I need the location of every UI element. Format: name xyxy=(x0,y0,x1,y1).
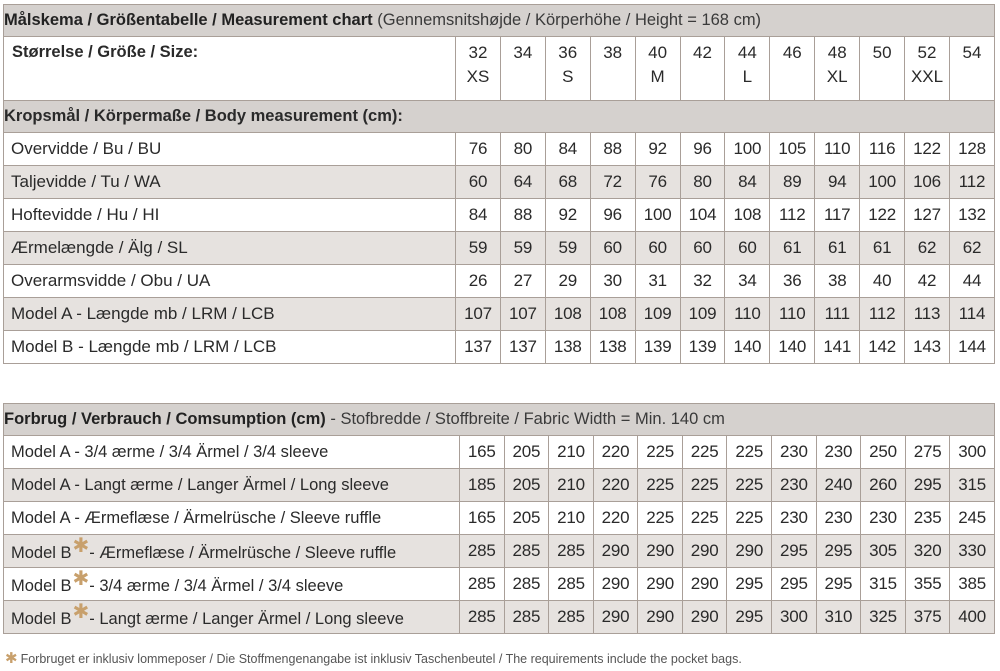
value-cell: 26 xyxy=(456,265,501,298)
value-cell: 165 xyxy=(460,436,505,469)
value-cell: 144 xyxy=(949,331,994,364)
asterisk-star-icon: ✱ xyxy=(72,600,90,623)
value-cell: 34 xyxy=(725,265,770,298)
value-cell: 122 xyxy=(905,133,950,166)
value-cell: 106 xyxy=(905,166,950,199)
asterisk-star-icon: ✱ xyxy=(72,567,90,590)
value-cell: 42 xyxy=(905,265,950,298)
consumption-title-bold: Forbrug / Verbrauch / Comsumption (cm) xyxy=(4,410,326,428)
row-label xyxy=(4,469,460,502)
value-cell: 122 xyxy=(860,199,905,232)
value-cell: 230 xyxy=(816,436,861,469)
row-label-text: - Ærmeflæse / Ärmelrüsche / Sleeve ruffle xyxy=(89,543,397,562)
value-cell: 40 xyxy=(860,265,905,298)
value-cell: 128 xyxy=(949,133,994,166)
value-cell: 117 xyxy=(815,199,860,232)
table-row xyxy=(4,232,995,265)
value-cell: 290 xyxy=(682,535,727,568)
value-cell: 295 xyxy=(772,568,817,601)
row-label: Model A - Længde mb / LRM / LCB xyxy=(4,298,456,331)
value-cell: 185 xyxy=(460,469,505,502)
value-cell: 290 xyxy=(727,535,772,568)
size-header-cell xyxy=(590,37,635,101)
value-cell: 165 xyxy=(460,502,505,535)
value-cell: 285 xyxy=(504,535,549,568)
row-label-text: - Langt ærme / Langer Ärmel / Long sleeve xyxy=(74,475,389,494)
value-cell: 139 xyxy=(635,331,680,364)
value-cell: 290 xyxy=(593,601,638,634)
value-cell: 285 xyxy=(549,535,594,568)
value-cell: 310 xyxy=(816,601,861,634)
value-cell: 44 xyxy=(949,265,994,298)
size-number: 44 xyxy=(737,43,757,62)
value-cell: 315 xyxy=(950,469,995,502)
value-cell: 225 xyxy=(638,502,683,535)
table-row xyxy=(4,568,995,601)
value-cell: 111 xyxy=(815,298,860,331)
value-cell: 285 xyxy=(460,568,505,601)
model-prefix: Model B xyxy=(11,576,72,595)
value-cell: 141 xyxy=(815,331,860,364)
value-cell: 92 xyxy=(635,133,680,166)
model-prefix: Model A xyxy=(11,508,70,527)
value-cell: 225 xyxy=(727,436,772,469)
value-cell: 385 xyxy=(950,568,995,601)
value-cell: 225 xyxy=(638,469,683,502)
table-row xyxy=(4,298,995,331)
value-cell: 275 xyxy=(905,436,950,469)
value-cell: 89 xyxy=(770,166,815,199)
size-number: 54 xyxy=(962,43,982,62)
size-number: 42 xyxy=(693,43,712,62)
size-number: 48 xyxy=(827,43,847,62)
value-cell: 290 xyxy=(638,568,683,601)
table-row xyxy=(4,133,995,166)
value-cell: 107 xyxy=(456,298,501,331)
size-header-cell xyxy=(545,37,590,101)
value-cell: 285 xyxy=(460,535,505,568)
value-cell: 36 xyxy=(770,265,815,298)
value-cell: 61 xyxy=(860,232,905,265)
size-number: 38 xyxy=(603,43,623,62)
value-cell: 210 xyxy=(549,502,594,535)
value-cell: 31 xyxy=(635,265,680,298)
size-number: 46 xyxy=(782,43,802,62)
value-cell: 240 xyxy=(816,469,861,502)
value-cell: 61 xyxy=(770,232,815,265)
model-prefix: Model A xyxy=(11,442,70,461)
value-cell: 305 xyxy=(861,535,906,568)
value-cell: 400 xyxy=(950,601,995,634)
value-cell: 138 xyxy=(590,331,635,364)
value-cell: 290 xyxy=(638,535,683,568)
value-cell: 142 xyxy=(860,331,905,364)
size-header-cell xyxy=(815,37,860,101)
size-header-cell xyxy=(680,37,725,101)
value-cell: 105 xyxy=(770,133,815,166)
value-cell: 290 xyxy=(682,601,727,634)
body-measurement-heading: Kropsmål / Körpermaße / Body measurement (cm): xyxy=(4,101,995,133)
value-cell: 225 xyxy=(682,469,727,502)
size-code: XXL xyxy=(910,67,944,86)
value-cell: 96 xyxy=(680,133,725,166)
value-cell: 94 xyxy=(815,166,860,199)
value-cell: 230 xyxy=(816,502,861,535)
size-number: 36 xyxy=(558,43,578,62)
value-cell: 108 xyxy=(725,199,770,232)
size-row-label: Størrelse / Größe / Size: xyxy=(4,37,456,101)
value-cell: 230 xyxy=(772,502,817,535)
table-row xyxy=(4,469,995,502)
value-cell: 72 xyxy=(590,166,635,199)
value-cell: 96 xyxy=(590,199,635,232)
value-cell: 300 xyxy=(950,436,995,469)
value-cell: 295 xyxy=(816,535,861,568)
value-cell: 225 xyxy=(682,502,727,535)
row-label-text: - 3/4 ærme / 3/4 Ärmel / 3/4 sleeve xyxy=(89,576,344,595)
row-label xyxy=(4,568,460,601)
value-cell: 210 xyxy=(549,436,594,469)
value-cell: 60 xyxy=(680,232,725,265)
value-cell: 62 xyxy=(905,232,950,265)
value-cell: 137 xyxy=(456,331,501,364)
value-cell: 285 xyxy=(460,601,505,634)
value-cell: 290 xyxy=(593,535,638,568)
value-cell: 92 xyxy=(545,199,590,232)
row-label: Overvidde / Bu / BU xyxy=(4,133,456,166)
size-header-cell xyxy=(725,37,770,101)
value-cell: 76 xyxy=(456,133,501,166)
measurement-title-height: (Gennemsnitshøjde / Körperhöhe / Height = 168 cm) xyxy=(377,11,762,29)
value-cell: 205 xyxy=(504,502,549,535)
value-cell: 59 xyxy=(545,232,590,265)
value-cell: 110 xyxy=(725,298,770,331)
size-number: 32 xyxy=(468,43,488,62)
value-cell: 355 xyxy=(905,568,950,601)
size-header-cell xyxy=(500,37,545,101)
value-cell: 140 xyxy=(725,331,770,364)
value-cell: 225 xyxy=(727,469,772,502)
value-cell: 112 xyxy=(860,298,905,331)
measurement-title-bold: Målskema / Größentabelle / Measurement chart xyxy=(4,11,373,29)
value-cell: 84 xyxy=(456,199,501,232)
size-number: 50 xyxy=(872,43,892,62)
value-cell: 230 xyxy=(772,469,817,502)
value-cell: 225 xyxy=(727,502,772,535)
value-cell: 330 xyxy=(950,535,995,568)
value-cell: 290 xyxy=(682,568,727,601)
value-cell: 220 xyxy=(593,436,638,469)
value-cell: 295 xyxy=(772,535,817,568)
value-cell: 205 xyxy=(504,469,549,502)
size-code: M xyxy=(650,67,665,86)
value-cell: 61 xyxy=(815,232,860,265)
value-cell: 300 xyxy=(772,601,817,634)
value-cell: 127 xyxy=(905,199,950,232)
footnote-text: Forbruget er inklusiv lommeposer / Die Stoffmengenangabe ist inklusiv Taschenbeutel / The requirements include the pocket bags. xyxy=(20,652,742,666)
row-label-text: - Langt ærme / Langer Ärmel / Long sleeve xyxy=(89,609,404,628)
value-cell: 235 xyxy=(905,502,950,535)
value-cell: 139 xyxy=(680,331,725,364)
value-cell: 29 xyxy=(545,265,590,298)
value-cell: 210 xyxy=(549,469,594,502)
size-number: 52 xyxy=(917,43,937,62)
value-cell: 60 xyxy=(635,232,680,265)
value-cell: 295 xyxy=(816,568,861,601)
size-header-cell xyxy=(635,37,680,101)
value-cell: 110 xyxy=(815,133,860,166)
table-row xyxy=(4,502,995,535)
value-cell: 225 xyxy=(638,436,683,469)
table-row xyxy=(4,601,995,634)
table-row xyxy=(4,265,995,298)
value-cell: 59 xyxy=(456,232,501,265)
size-header-cell xyxy=(949,37,994,101)
value-cell: 140 xyxy=(770,331,815,364)
table-row xyxy=(4,535,995,568)
value-cell: 84 xyxy=(545,133,590,166)
value-cell: 32 xyxy=(680,265,725,298)
value-cell: 116 xyxy=(860,133,905,166)
value-cell: 285 xyxy=(549,601,594,634)
table-row xyxy=(4,436,995,469)
value-cell: 220 xyxy=(593,502,638,535)
size-header-cell xyxy=(456,37,501,101)
value-cell: 88 xyxy=(500,199,545,232)
value-cell: 108 xyxy=(545,298,590,331)
row-label xyxy=(4,436,460,469)
value-cell: 76 xyxy=(635,166,680,199)
size-header-cell xyxy=(860,37,905,101)
value-cell: 80 xyxy=(500,133,545,166)
footnote xyxy=(5,649,742,667)
value-cell: 325 xyxy=(861,601,906,634)
value-cell: 68 xyxy=(545,166,590,199)
value-cell: 100 xyxy=(860,166,905,199)
value-cell: 108 xyxy=(590,298,635,331)
row-label xyxy=(4,535,460,568)
value-cell: 62 xyxy=(949,232,994,265)
value-cell: 137 xyxy=(500,331,545,364)
value-cell: 285 xyxy=(549,568,594,601)
value-cell: 285 xyxy=(504,601,549,634)
value-cell: 80 xyxy=(680,166,725,199)
value-cell: 295 xyxy=(727,568,772,601)
value-cell: 225 xyxy=(682,436,727,469)
value-cell: 110 xyxy=(770,298,815,331)
value-cell: 320 xyxy=(905,535,950,568)
table-row xyxy=(4,199,995,232)
value-cell: 113 xyxy=(905,298,950,331)
asterisk-star-icon: ✱ xyxy=(72,534,90,557)
value-cell: 114 xyxy=(949,298,994,331)
value-cell: 112 xyxy=(949,166,994,199)
value-cell: 84 xyxy=(725,166,770,199)
row-label: Taljevidde / Tu / WA xyxy=(4,166,456,199)
value-cell: 230 xyxy=(861,502,906,535)
value-cell: 100 xyxy=(725,133,770,166)
value-cell: 132 xyxy=(949,199,994,232)
measurement-chart-table xyxy=(3,4,995,364)
model-prefix: Model B xyxy=(11,543,72,562)
size-code: XS xyxy=(466,67,490,86)
consumption-title-fabric-width: - Stofbredde / Stoffbreite / Fabric Width = Min. 140 cm xyxy=(330,410,725,428)
value-cell: 38 xyxy=(815,265,860,298)
value-cell: 59 xyxy=(500,232,545,265)
size-header-cell xyxy=(905,37,950,101)
value-cell: 109 xyxy=(635,298,680,331)
table-row xyxy=(4,331,995,364)
value-cell: 60 xyxy=(456,166,501,199)
value-cell: 112 xyxy=(770,199,815,232)
value-cell: 100 xyxy=(635,199,680,232)
value-cell: 285 xyxy=(504,568,549,601)
measurement-chart-title xyxy=(4,5,995,37)
value-cell: 260 xyxy=(861,469,906,502)
size-code: S xyxy=(562,67,574,86)
value-cell: 230 xyxy=(772,436,817,469)
consumption-chart-title xyxy=(4,404,995,436)
asterisk-star-icon: ✱ xyxy=(5,650,18,667)
value-cell: 295 xyxy=(727,601,772,634)
value-cell: 104 xyxy=(680,199,725,232)
value-cell: 138 xyxy=(545,331,590,364)
value-cell: 295 xyxy=(905,469,950,502)
value-cell: 109 xyxy=(680,298,725,331)
value-cell: 27 xyxy=(500,265,545,298)
row-label-text: - 3/4 ærme / 3/4 Ärmel / 3/4 sleeve xyxy=(74,442,329,461)
value-cell: 60 xyxy=(590,232,635,265)
row-label: Model B - Længde mb / LRM / LCB xyxy=(4,331,456,364)
value-cell: 290 xyxy=(593,568,638,601)
value-cell: 64 xyxy=(500,166,545,199)
value-cell: 205 xyxy=(504,436,549,469)
value-cell: 290 xyxy=(638,601,683,634)
value-cell: 250 xyxy=(861,436,906,469)
value-cell: 220 xyxy=(593,469,638,502)
consumption-chart-table xyxy=(3,403,995,634)
value-cell: 315 xyxy=(861,568,906,601)
row-label xyxy=(4,502,460,535)
size-code: XL xyxy=(826,67,848,86)
value-cell: 88 xyxy=(590,133,635,166)
row-label-text: - Ærmeflæse / Ärmelrüsche / Sleeve ruffle xyxy=(74,508,382,527)
size-number: 40 xyxy=(648,43,668,62)
value-cell: 107 xyxy=(500,298,545,331)
size-number: 34 xyxy=(513,43,533,62)
value-cell: 30 xyxy=(590,265,635,298)
size-code: L xyxy=(742,67,753,86)
model-prefix: Model B xyxy=(11,609,72,628)
value-cell: 245 xyxy=(950,502,995,535)
row-label xyxy=(4,601,460,634)
value-cell: 375 xyxy=(905,601,950,634)
size-header-cell xyxy=(770,37,815,101)
table-row xyxy=(4,166,995,199)
row-label: Overarmsvidde / Obu / UA xyxy=(4,265,456,298)
row-label: Ærmelængde / Älg / SL xyxy=(4,232,456,265)
row-label: Hoftevidde / Hu / HI xyxy=(4,199,456,232)
model-prefix: Model A xyxy=(11,475,70,494)
value-cell: 60 xyxy=(725,232,770,265)
value-cell: 143 xyxy=(905,331,950,364)
